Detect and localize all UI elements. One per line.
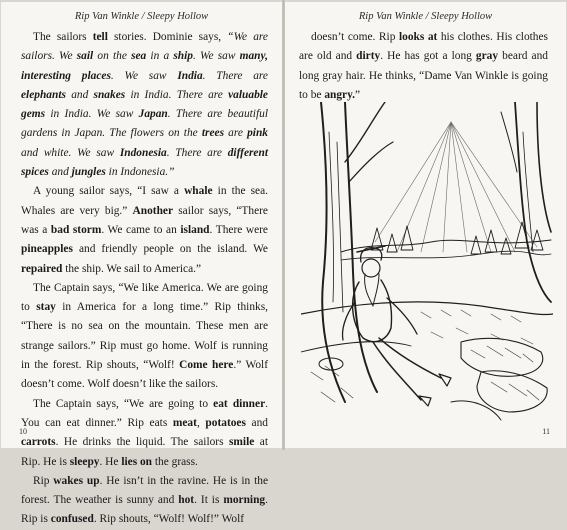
- emphasis-text: hot: [178, 494, 195, 507]
- emphasis-text: . There are beautiful gardens in Japan. The flowers on the: [21, 108, 268, 140]
- emphasis-text: island: [180, 223, 210, 236]
- left-page-number: 10: [19, 427, 27, 436]
- emphasis-text: repaired: [21, 262, 63, 275]
- paragraph: The Captain says, “We like America. We are going to stay in America for a long time.” Rip thinks, “There is no sea on the mountain. These men are strange sailors.” Rip must go home. Wolf is running in the forest. Rip shouts, “Wolf! Come here.” Wolf doesn’t come. Wolf doesn’t like the sailors.: [21, 281, 268, 391]
- emphasis-text: “We are sailors. We: [21, 31, 268, 63]
- emphasis-text: sleepy: [69, 455, 100, 468]
- emphasis-text: on the: [93, 50, 132, 63]
- emphasis-text: sail: [76, 50, 94, 63]
- emphasis-text: wakes up: [53, 474, 100, 487]
- rip-sleeping-illustration: [301, 102, 553, 424]
- emphasis-text: in Indonesia.”: [105, 166, 175, 179]
- paragraph: Rip wakes up. He isn’t in the ravine. He is in the forest. The weather is sunny and hot. It is morning. Rip is confused. Rip shouts, “Wolf! Wolf!” Wolf: [21, 474, 269, 526]
- emphasis-text: angry.: [324, 88, 356, 101]
- emphasis-text: are: [224, 127, 248, 140]
- emphasis-text: jungles: [71, 166, 106, 179]
- emphasis-text: . There are: [202, 69, 268, 82]
- emphasis-text: elephants: [21, 88, 66, 101]
- emphasis-text: potatoes: [205, 416, 246, 429]
- right-page-text: [299, 28, 548, 105]
- left-page-text: [21, 28, 268, 530]
- emphasis-text: stay: [36, 301, 56, 314]
- emphasis-text: trees: [201, 127, 225, 140]
- emphasis-text: . We saw: [193, 50, 240, 63]
- emphasis-text: in a: [146, 50, 174, 63]
- emphasis-text: pineapples: [21, 243, 73, 256]
- emphasis-text: lies on: [121, 455, 153, 468]
- right-page-number: 11: [542, 427, 550, 436]
- emphasis-text: valuable gems: [21, 88, 268, 121]
- emphasis-text: confused: [50, 513, 94, 526]
- right-running-head: Rip Van Winkle / Sleepy Hollow: [358, 11, 493, 22]
- emphasis-text: and: [65, 88, 94, 101]
- emphasis-text: bad storm: [50, 223, 102, 236]
- emphasis-text: Japan: [138, 108, 168, 121]
- emphasis-text: snakes: [93, 88, 126, 101]
- paragraph: The Captain says, “We are going to eat dinner. You can eat dinner.” Rip eats meat, potatoes and carrots. He drinks the liquid. The sailors smile at Rip. He is sleepy. He lies on the grass.: [21, 397, 268, 468]
- emphasis-text: different spices: [21, 146, 268, 179]
- emphasis-text: Come here: [179, 359, 234, 372]
- emphasis-text: tell: [92, 31, 108, 43]
- emphasis-text: dirty: [356, 50, 381, 63]
- emphasis-text: meat: [172, 416, 197, 429]
- emphasis-text: India: [177, 69, 203, 82]
- emphasis-text: . There are: [166, 146, 228, 159]
- emphasis-text: eat dinner: [213, 397, 266, 410]
- left-running-head: Rip Van Winkle / Sleepy Hollow: [74, 11, 209, 22]
- emphasis-text: gray: [475, 50, 499, 63]
- emphasis-text: sea: [131, 50, 147, 63]
- emphasis-text: morning: [223, 494, 266, 507]
- emphasis-text: pink: [247, 127, 268, 140]
- emphasis-text: looks at: [398, 31, 438, 43]
- paragraph: doesn’t come. Rip looks at his clothes. His clothes are old and dirty. He has got a long gray beard and long gray hair. He thinks, “Dame Van Winkle is going to be angry.”: [299, 31, 548, 101]
- emphasis-text: and: [48, 166, 72, 179]
- emphasis-text: . We saw: [110, 69, 178, 82]
- paragraph: The sailors tell stories. Dominie says, “We are sailors. We sail on the sea in a ship. We saw many, interesting places. We saw India. There are elephants and snakes in India. There are valuable gems in India. We saw Japan. There are beautiful gardens in Japan. The flowers on the trees are pink and white. We saw Indonesia. There are different spices and jungles in Indonesia.”: [21, 31, 268, 179]
- emphasis-text: Another: [132, 204, 174, 217]
- emphasis-text: ship: [173, 50, 193, 63]
- emphasis-text: carrots: [21, 436, 56, 449]
- emphasis-text: whale: [184, 185, 213, 198]
- emphasis-text: Indonesia: [119, 146, 167, 159]
- emphasis-text: smile: [229, 436, 255, 449]
- emphasis-text: in India. We saw: [45, 108, 139, 121]
- left-page: [1, 2, 282, 526]
- emphasis-text: in India. There are: [125, 88, 229, 101]
- emphasis-text: many, interesting places: [21, 50, 268, 82]
- paragraph: A young sailor says, “I saw a whale in the sea. Whales are very big.” Another sailor says, “There was a bad storm. We came to an island. There were pineapples and friendly people on the island. We repaired the ship. We sail to America.”: [21, 185, 268, 275]
- emphasis-text: and white. We saw: [21, 146, 120, 159]
- right-page: [285, 2, 566, 448]
